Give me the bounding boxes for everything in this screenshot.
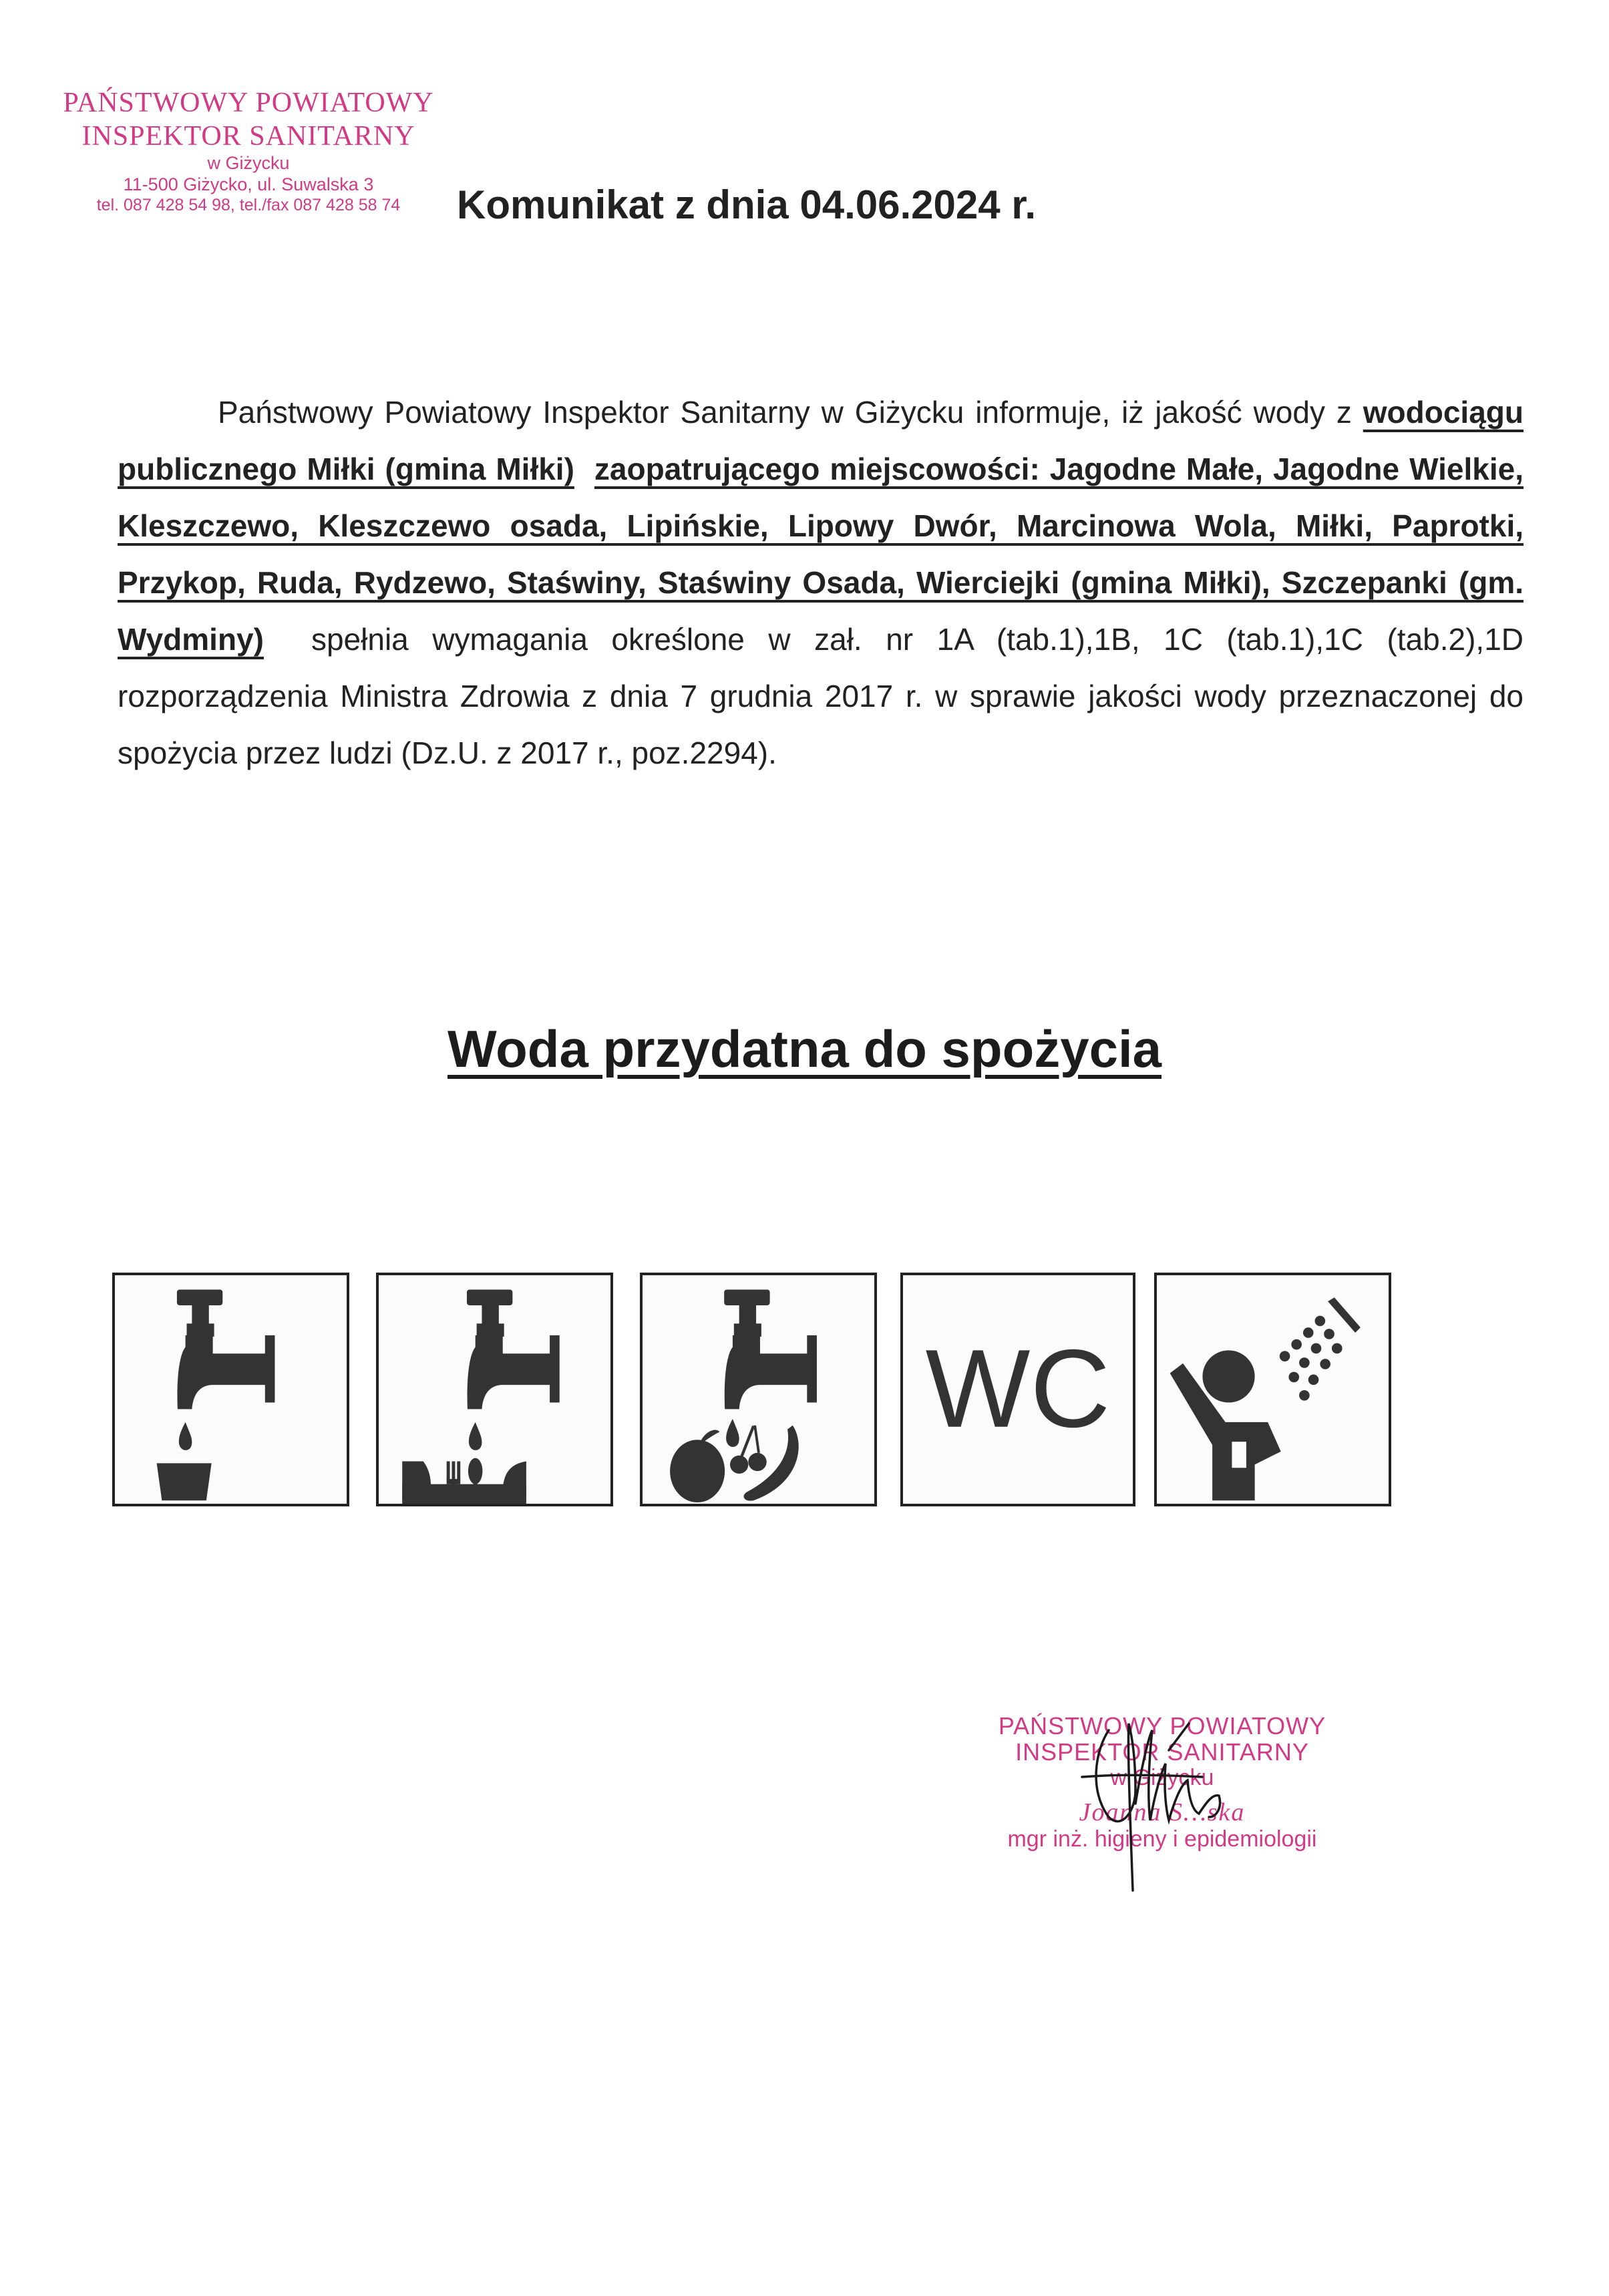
- water-source: wodociągu publicznego Miłki (gmina Miłki): [118, 395, 1524, 486]
- handwritten-signature-icon: [1069, 1710, 1282, 1897]
- wc-icon: [900, 1273, 1135, 1506]
- wc-label: WC: [925, 1327, 1111, 1451]
- stamp-line-3: w Giżycku: [207, 153, 290, 174]
- signatory-name: Joanna S…ska: [1079, 1798, 1246, 1827]
- signature-stamp-line-1: PAŃSTWOWY POWIATOWY: [998, 1712, 1326, 1740]
- stamp-line-1: PAŃSTWOWY POWIATOWY: [63, 88, 434, 118]
- tap-washing-fruit-icon: [640, 1273, 877, 1506]
- tap-dishwashing-icon: [376, 1273, 613, 1506]
- tap-drinking-glass-icon: [112, 1273, 349, 1506]
- shower-icon: [1154, 1273, 1391, 1506]
- stamp-phones: tel. 087 428 54 98, tel./fax 087 428 58 74: [96, 195, 401, 214]
- announcement-paragraph: [118, 384, 1524, 782]
- signatory-title: mgr inż. higieny i epidemiologii: [1007, 1826, 1317, 1852]
- verdict-heading: [0, 1019, 1609, 1080]
- paragraph-intro: Państwowy Powiatowy Inspektor Sanitarny w Giżycku informuje, iż jakość wody z: [218, 395, 1363, 430]
- signature-stamp-line-2: INSPEKTOR SANITARNY: [1015, 1738, 1309, 1766]
- stamp-address: 11-500 Giżycko, ul. Suwalska 3: [123, 174, 374, 194]
- document-title: Komunikat z dnia 04.06.2024 r.: [457, 182, 1037, 227]
- supplied-localities: zaopatrującego miejscowości: Jagodne Małe, Jagodne Wielkie, Kleszczewo, Kleszczewo osada, Lipińskie, Lipowy Dwór, Marcinowa Wola, Miłki, Paprotki, Przykop, Ruda, Rydzewo, Staświny, Staświny Osada, Wierciejki (gmina Miłki), Szczepanki (gm. Wydminy): [118, 452, 1524, 657]
- stamp-line-2: INSPEKTOR SANITARNY: [81, 120, 415, 152]
- signature-stamp-line-3: w Giżycku: [1110, 1764, 1214, 1790]
- header-stamp: [41, 87, 456, 215]
- paragraph-conclusion: spełnia wymagania określone w zał. nr 1A (tab.1),1B, 1C (tab.1),1C (tab.2),1D rozporządzenia Ministra Zdrowia z dnia 7 grudnia 2017 r. w sprawie jakości wody przeznaczonej do spożycia przez ludzi (Dz.U. z 2017 r., poz.2294).: [118, 622, 1524, 770]
- verdict-text: Woda przydatna do spożycia: [447, 1019, 1162, 1078]
